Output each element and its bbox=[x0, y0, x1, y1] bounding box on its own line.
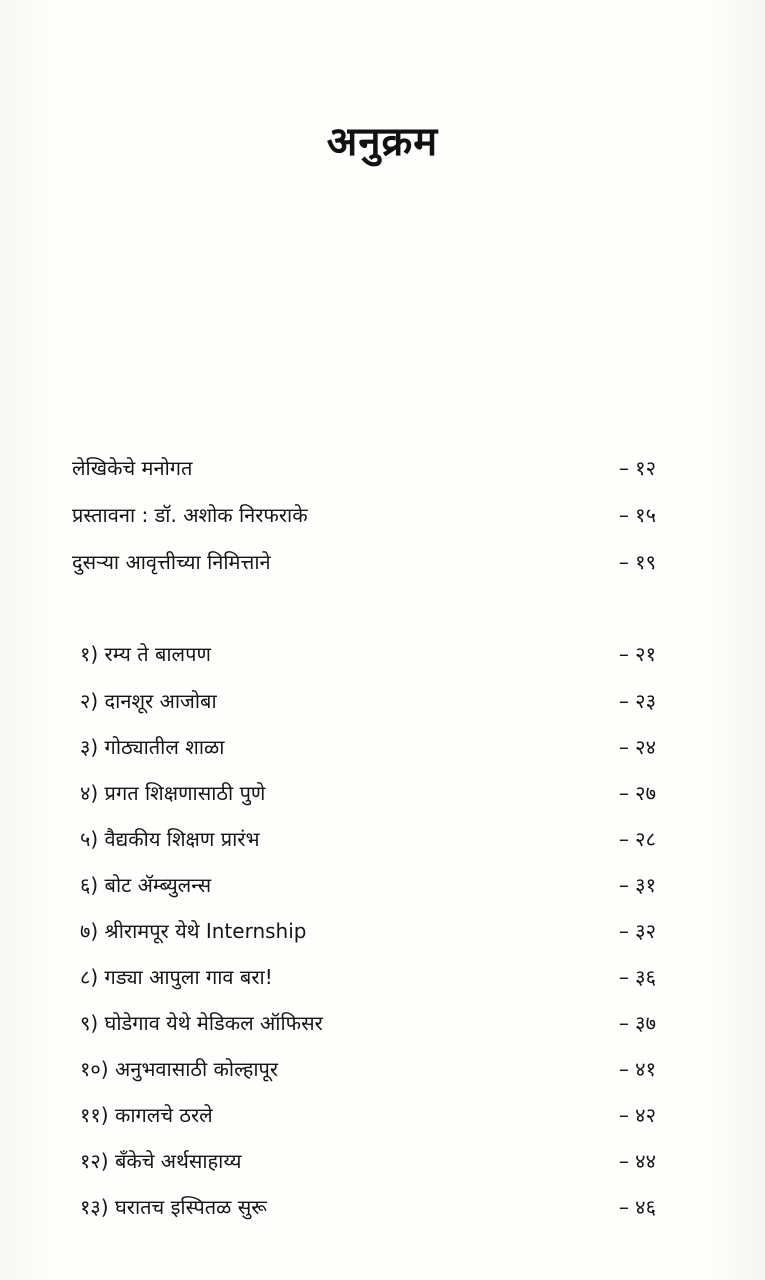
toc-entry-chapter bbox=[80, 773, 656, 813]
toc-entry-chapter bbox=[80, 957, 656, 997]
toc-entry-label: २) दानशूर आजोबा bbox=[80, 689, 217, 713]
toc-entry-chapter bbox=[80, 1003, 656, 1043]
toc-entry-label: ४) प्रगत शिक्षणासाठी पुणे bbox=[80, 781, 266, 805]
toc-entry-page: – ३२ bbox=[618, 919, 656, 943]
toc-entry-chapter bbox=[80, 865, 656, 905]
toc-entry-chapter bbox=[80, 819, 656, 859]
toc-entry-page: – ३७ bbox=[618, 1011, 656, 1035]
page-title: अनुक्रम bbox=[326, 119, 439, 165]
toc-entry-page: – ३१ bbox=[618, 873, 656, 897]
toc-entry-page: – १९ bbox=[618, 550, 656, 574]
toc-entry-label: प्रस्तावना : डॉ. अशोक निरफराके bbox=[72, 503, 308, 527]
toc-entry-label: लेखिकेचे मनोगत bbox=[72, 456, 193, 480]
toc-entry-chapter bbox=[80, 634, 656, 674]
toc-entry-page: – ४१ bbox=[618, 1057, 656, 1081]
toc-entry-label: १) रम्य ते बालपण bbox=[80, 642, 211, 666]
toc-entry-page: – १२ bbox=[618, 456, 656, 480]
toc-entry-label: ५) वैद्यकीय शिक्षण प्रारंभ bbox=[80, 827, 260, 851]
toc-entry-label: १३) घरातच इस्पितळ सुरू bbox=[80, 1195, 267, 1219]
toc-entry-chapter bbox=[80, 911, 656, 951]
toc-entry-page: – ४६ bbox=[618, 1195, 656, 1219]
toc-entry-page: – २४ bbox=[618, 735, 656, 759]
toc-entry-chapter bbox=[80, 681, 656, 721]
toc-entry-label: ३) गोठ्यातील शाळा bbox=[80, 735, 225, 759]
toc-entry-label: १२) बँकेचे अर्थसाहाय्य bbox=[80, 1149, 242, 1173]
toc-entry-chapter bbox=[80, 727, 656, 767]
toc-entry-chapter bbox=[80, 1141, 656, 1181]
toc-entry-front bbox=[72, 448, 656, 488]
toc-entry-page: – ४४ bbox=[618, 1149, 656, 1173]
toc-entry-page: – ३६ bbox=[618, 965, 656, 989]
toc-entry-page: – ४२ bbox=[618, 1103, 656, 1127]
toc-entry-front bbox=[72, 542, 656, 582]
toc-entry-label: ६) बोट ॲम्ब्युलन्स bbox=[80, 873, 212, 897]
toc-entry-label: दुसऱ्या आवृत्तीच्या निमित्ताने bbox=[72, 550, 271, 574]
toc-entry-chapter bbox=[80, 1095, 656, 1135]
toc-entry-page: – २१ bbox=[618, 642, 656, 666]
toc-entry-page: – २३ bbox=[618, 689, 656, 713]
toc-entry-chapter bbox=[80, 1187, 656, 1227]
toc-entry-page: – २८ bbox=[618, 827, 656, 851]
toc-entry-label: ९) घोडेगाव येथे मेडिकल ऑफिसर bbox=[80, 1011, 323, 1035]
toc-entry-label: ८) गड्या आपुला गाव बरा! bbox=[80, 965, 273, 989]
toc-entry-label: ७) श्रीरामपूर येथे Internship bbox=[80, 919, 307, 943]
toc-entry-front bbox=[72, 495, 656, 535]
toc-entry-page: – १५ bbox=[618, 503, 656, 527]
toc-entry-chapter bbox=[80, 1049, 656, 1089]
toc-entry-label: ११) कागलचे ठरले bbox=[80, 1103, 213, 1127]
toc-entry-label: १०) अनुभवासाठी कोल्हापूर bbox=[80, 1057, 279, 1081]
toc-entry-page: – २७ bbox=[618, 781, 656, 805]
